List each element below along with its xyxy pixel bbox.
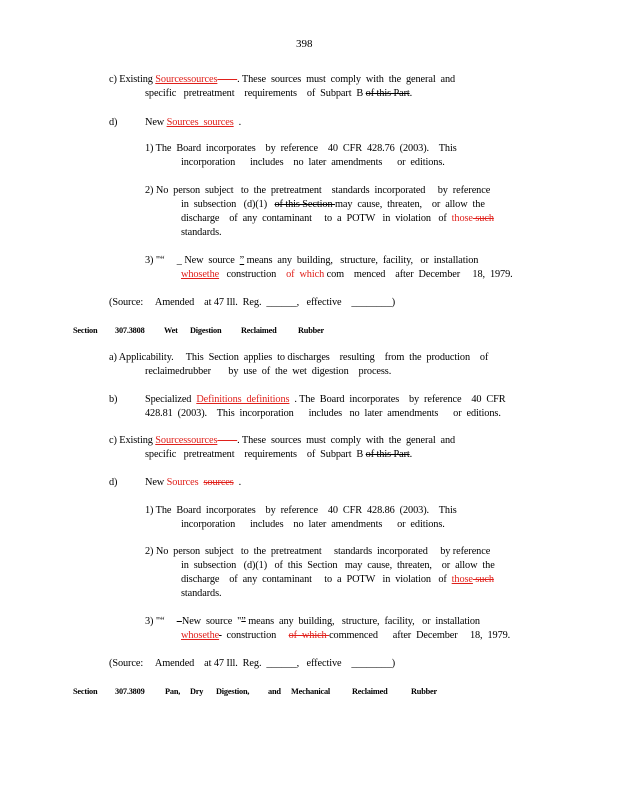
page-number: 398 — [296, 38, 313, 50]
section-3808-title-word: Wet — [164, 326, 178, 335]
s1-d-item2-l2: in subsection (d)(1) of this Section may cause, threaten, or allow the — [181, 199, 485, 210]
s1-c-line2: specific pretreatment requirements of Subpart B of this Part. — [145, 88, 413, 99]
s3808-d-heading: New Sources sources . — [145, 477, 242, 488]
section-3809-number: 307.3809 — [115, 687, 145, 696]
s3808-d-label: d) — [109, 477, 118, 488]
s1-c-deleted — [217, 74, 237, 85]
s3808-d-item2-l4: standards. — [181, 588, 222, 599]
s1-d-item1-l2: incorporation includes no later amendments or editions. — [181, 157, 445, 168]
s3808-c-line2: specific pretreatment requirements of Subpart B of this Part. — [145, 449, 413, 460]
s3808-d-item1-l1: 1) The Board incorporates by reference 40 CFR 428.86 (2003). This — [145, 505, 457, 516]
section-3809-label: Section — [73, 687, 98, 696]
section-3808-number: 307.3808 — [115, 326, 145, 335]
section-3809-title-word: Pan, — [165, 687, 181, 696]
s3808-b-l1: Specialized Definitions definitions . The Board incorporates by reference 40 CFR — [145, 394, 506, 405]
section-3809-title-word: Rubber — [411, 687, 437, 696]
s1-d-item3-l2: whosethe construction of which com menced after December 18, 1979. — [181, 269, 513, 280]
s3808-b-label: b) — [109, 394, 118, 405]
section-3809-title-word: Digestion, — [216, 687, 250, 696]
s1-d-label: d) — [109, 117, 118, 128]
s3808-a-l2: reclaimedrubber by use of the wet digestion process. — [145, 366, 392, 377]
section-3809-title-word: Reclaimed — [352, 687, 388, 696]
s3808-d-item2-l2: in subsection (d)(1) of this Section may cause, threaten, or allow the — [181, 560, 495, 571]
section-3809-title-word: Mechanical — [291, 687, 331, 696]
s1-d-item3-l1: 3) "“ _ New source ” means any building, structure, facility, or installation — [145, 255, 479, 266]
section-3808-title-word: Reclaimed — [241, 326, 277, 335]
section-3808-label: Section — [73, 326, 98, 335]
s1-d-item2-l1: 2) No person subject to the pretreatment standards incorporated by reference — [145, 185, 491, 196]
s1-d-item2-l4: standards. — [181, 227, 222, 238]
section-3808-title-word: Digestion — [190, 326, 222, 335]
s3808-a-l1: a) Applicability. This Section applies to discharges resulting from the production of — [109, 352, 489, 363]
s3808-source-note: (Source: Amended at 47 Ill. Reg. ______, effective ________) — [109, 658, 396, 669]
s1-d-item2-l3: discharge of any contaminant to a POTW in violation of those such — [181, 213, 494, 224]
s3808-c-line1: c) Existing Sourcessources . These sources must comply with the general and — [109, 435, 456, 446]
section-3809-title-word: and — [268, 687, 281, 696]
s3808-d-item3-l2: whosethe construction of which commenced after December 18, 1979. — [181, 630, 511, 641]
s3808-b-l2: 428.81 (2003). This incorporation includes no later amendments or editions. — [145, 408, 501, 419]
s1-source-note: (Source: Amended at 47 Ill. Reg. ______, effective ________) — [109, 297, 396, 308]
s1-c-inserted: Sourcessources — [155, 74, 218, 85]
section-3808-title-word: Rubber — [298, 326, 324, 335]
s3808-d-item2-l1: 2) No person subject to the pretreatment standards incorporated by reference — [145, 546, 491, 557]
s1-c-line1: c) Existing Sourcessources . These sources must comply with the general and — [109, 74, 456, 85]
s3808-d-item1-l2: incorporation includes no later amendments or editions. — [181, 519, 445, 530]
section-3809-title-word: Dry — [190, 687, 204, 696]
s1-d-item1-l1: 1) The Board incorporates by reference 40 CFR 428.76 (2003). This — [145, 143, 457, 154]
s3808-d-item3-l1: 3) "“ –New source "” means any building, structure, facility, or installation — [145, 616, 480, 627]
s3808-d-item2-l3: discharge of any contaminant to a POTW in violation of those such — [181, 574, 494, 585]
s1-d-heading: New Sources sources . — [145, 117, 242, 128]
